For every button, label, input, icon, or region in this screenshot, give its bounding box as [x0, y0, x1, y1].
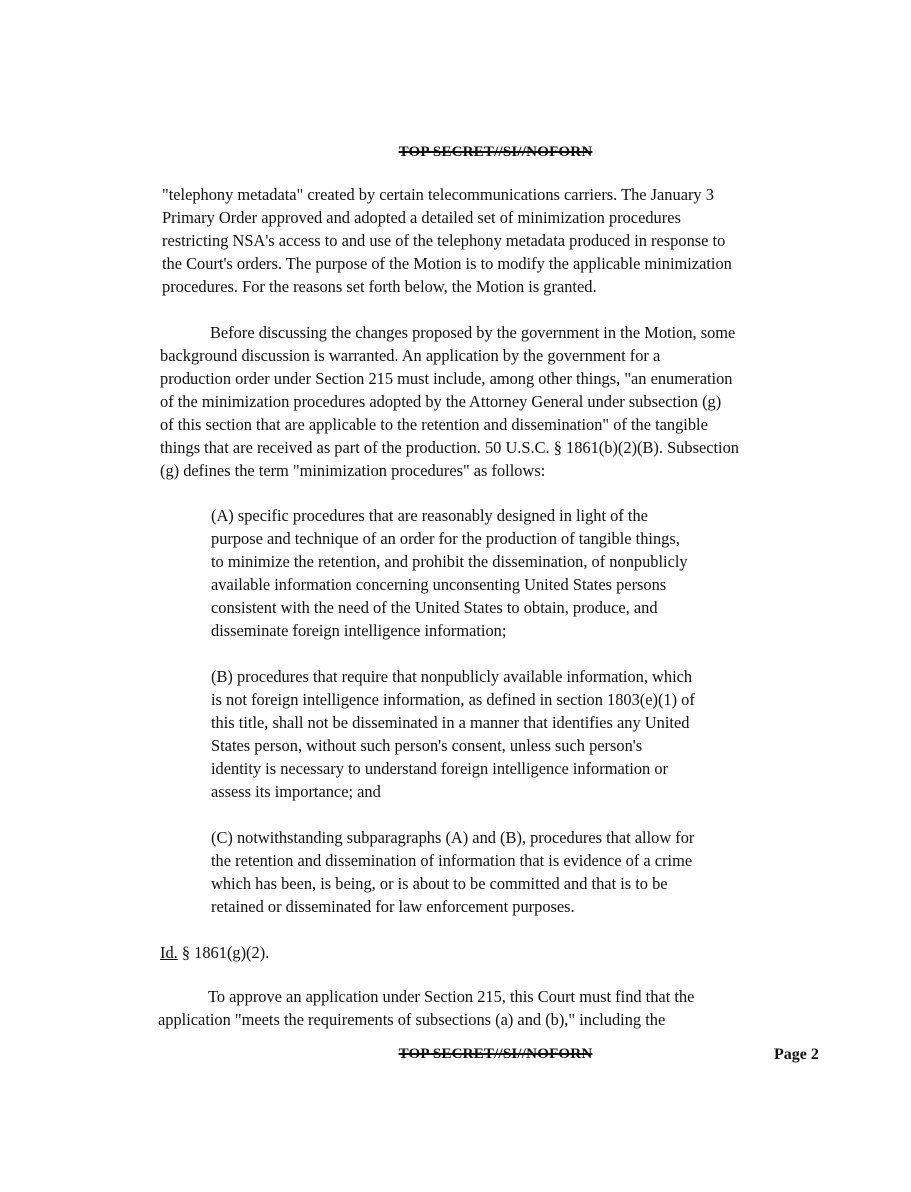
- block-quote-b: [211, 665, 776, 803]
- text-line: production order under Section 215 must include, among other things, "an enumeration: [160, 369, 733, 388]
- text-line: the retention and dissemination of information that is evidence of a crime: [211, 851, 693, 870]
- text-line: which has been, is being, or is about to be committed and that is to be: [211, 874, 668, 893]
- classification-footer: TOP SECRET//SI//NOFORN: [398, 1046, 593, 1062]
- text-line: to minimize the retention, and prohibit the dissemination, of nonpublicly: [211, 552, 688, 571]
- text-line: "telephony metadata" created by certain telecommunications carriers. The January 3: [162, 185, 714, 204]
- citation-id: Id.: [160, 943, 178, 962]
- text-line: is not foreign intelligence information, as defined in section 1803(e)(1) of: [211, 690, 695, 709]
- classification-header: TOP SECRET//SI//NOFORN: [398, 144, 593, 160]
- paragraph-telephony-metadata: [162, 183, 832, 298]
- block-quote-a: [211, 504, 776, 642]
- text-line: purpose and technique of an order for the production of tangible things,: [211, 529, 680, 548]
- page-number: Page 2: [774, 1046, 819, 1063]
- text-line: (C) notwithstanding subparagraphs (A) and (B), procedures that allow for: [211, 828, 695, 847]
- text-line: this title, shall not be disseminated in a manner that identifies any United: [211, 713, 690, 732]
- text-line: application "meets the requirements of subsections (a) and (b)," including the: [158, 1010, 666, 1029]
- text-line: consistent with the need of the United States to obtain, produce, and: [211, 598, 658, 617]
- paragraph-approval: [158, 985, 830, 1031]
- text-line: identity is necessary to understand foreign intelligence information or: [211, 759, 668, 778]
- citation-section: § 1861(g)(2).: [177, 943, 270, 962]
- text-line: procedures. For the reasons set forth below, the Motion is granted.: [162, 277, 597, 296]
- text-line: assess its importance; and: [211, 782, 381, 801]
- text-line: Primary Order approved and adopted a detailed set of minimization procedures: [162, 208, 681, 227]
- text-line: To approve an application under Section 215, this Court must find that the: [208, 987, 695, 1006]
- text-line: Before discussing the changes proposed by the government in the Motion, some: [210, 323, 736, 342]
- text-line: disseminate foreign intelligence information;: [211, 621, 507, 640]
- text-line: background discussion is warranted. An application by the government for a: [160, 346, 661, 365]
- text-line: restricting NSA's access to and use of the telephony metadata produced in response to: [162, 231, 726, 250]
- text-line: available information concerning unconsenting United States persons: [211, 575, 667, 594]
- text-line: (g) defines the term "minimization procedures" as follows:: [160, 461, 546, 480]
- text-line: of the minimization procedures adopted by the Attorney General under subsection (g): [160, 392, 722, 411]
- text-line: things that are received as part of the production. 50 U.S.C. § 1861(b)(2)(B). Subsection: [160, 438, 740, 457]
- text-line: retained or disseminated for law enforcement purposes.: [211, 897, 575, 916]
- text-line: of this section that are applicable to the retention and dissemination" of the tangible: [160, 415, 708, 434]
- text-line: (A) specific procedures that are reasonably designed in light of the: [211, 506, 648, 525]
- text-line: States person, without such person's consent, unless such person's: [211, 736, 643, 755]
- text-line: the Court's orders. The purpose of the Motion is to modify the applicable minimization: [162, 254, 732, 273]
- text-line: (B) procedures that require that nonpublicly available information, which: [211, 667, 693, 686]
- block-quote-c: [211, 826, 776, 918]
- paragraph-background: [160, 321, 832, 482]
- citation: [160, 941, 269, 964]
